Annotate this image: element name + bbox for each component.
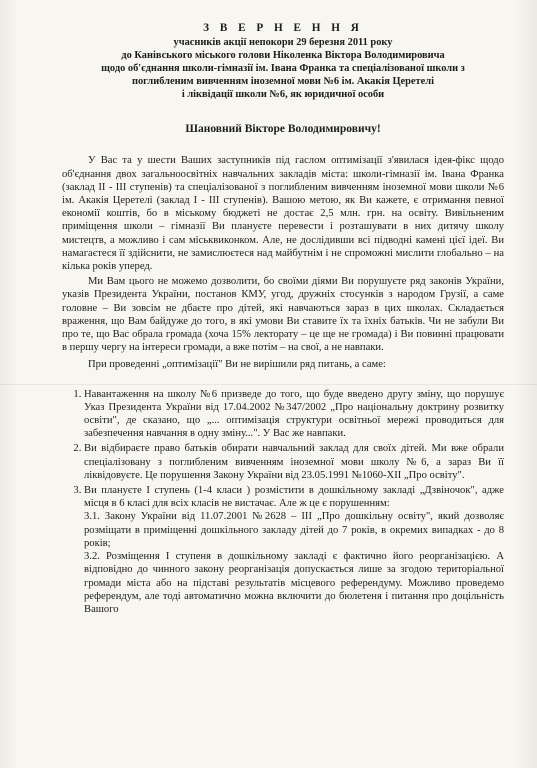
subtitle-line: щодо об'єднання школи-гімназії ім. Івана Франка та спеціалізованої школи з: [101, 63, 465, 75]
list-item: 1. Навантаження на школу №6 призведе до того, що буде введено другу зміну, що порушує Указ Президента України від 17.04.2002 №347/2002 „Про національну доктрину розвитку освіти", де сказано, що „... оптимізація структури освітньої мережі проводиться для забезпечення навчання в одну зміну...". У Вас же навпаки.: [84, 388, 504, 441]
list-item: [84, 484, 504, 616]
subtitle-line: поглибленим вивченням іноземної мови №6 ім. Акакія Церетелі: [132, 76, 434, 88]
subtitle-line: до Канівського міського голови Ніколенка Віктора Володимировича: [121, 50, 445, 62]
list-item-text: Ви плануєте І ступень (1-4 класи ) розмістити в дошкільному закладі „Дзвіночок", адже місця в 6 класі для всіх класів не вистачає. Але ж це є порушенням:: [84, 485, 504, 510]
issues-list: [62, 388, 504, 616]
appeal-document: [62, 22, 504, 618]
greeting: Шановний Вікторе Володимировичу!: [185, 123, 381, 136]
sub-item: 3.2. Розміщення І ступеня в дошкільному закладі є фактично його реорганізацією. А відповідно до чинного закону реорганізація допускається лише за згодою територіальної громади міста або на підставі результатів місцевого референдуму. Можливо проведемо референдум, але тоді автоматично можна включити до бюлетеня і питання про доцільність Вашого: [84, 551, 504, 615]
issues-lead: При проведенні „оптимізації" Ви не вирішили ряд питань, а саме:: [88, 359, 386, 371]
body-paragraph: Ми Вам цього не можемо дозволити, бо своїми діями Ви порушуєте ряд законів України, указів Президента України, постанов КМУ, угод, дружніх стосунків з народом Грузії, а саме головне – Ви зовсім не дбаєте про дітей, які навчаються зараз в цих школах. Складається враження, що Вам байдуже до того, в які умови Ви ставите їх та їхніх батьків. Чи не забули Ви про те, що Вас обрала громада (хоча 15% лекторату – це ще не громада) і Ви повинні працювати в першу чергу на інтереси громади, а вже потім – на свої, а не навпаки.: [62, 276, 504, 354]
document-title: З В Е Р Н Е Н Н Я: [203, 22, 363, 34]
subtitle-line: учасників акції непокори 29 березня 2011 року: [173, 37, 393, 49]
subtitle-line: і ліквідації школи №6, як юридичної особи: [181, 89, 385, 101]
list-item: 2. Ви відбираєте право батьків обирати навчальний заклад для своїх дітей. Ми вже обрали спеціалізовану з поглибленим вивченням іноземної мови школу №6, а зараз Ви її ліквідовуєте. Це порушення Закону України від 23.05.1991 №1060-ХІІ „Про освіту".: [84, 442, 504, 482]
document-subtitle: [62, 36, 504, 101]
sub-item: 3.1. Закону України від 11.07.2001 №2628 – ІІІ „Про дошкільну освіту", який дозволяє розміщати в приміщенні дошкільного закладу дітей до 7 років, в окремих випадках - до 8 років;: [84, 511, 504, 549]
body-paragraph: У Вас та у шести Ваших заступників під гаслом оптимізації з'явилася ідея-фікс щодо об'єднання двох загальноосвітніх навчальних закладів міста: школи-гімназії ім. Івана Франка (заклад ІІ - ІІІ ступенів) та спеціалізованої з поглибленим вивченням іноземної мови школи №6 ім. Акакія Церетелі (заклад І - ІІІ ступенів). Вашою метою, як Ви кажете, є отримання певної економії коштів, бо в міському бюджеті не достає 2,5 млн. грн. на освіту. Вивільненим приміщення школи – гімназії Ви плануєте перевести і розташувати в них дитячу школу мистецтв, а можливо і сам міськвиконком. Але, не дослідивши всі підводні камені цієї ідеї. Ви намагаєтеся її здійснити, не замислюєтеся над майбутнім і не спроможні мислити глобально – на кілька років уперед.: [62, 155, 504, 273]
